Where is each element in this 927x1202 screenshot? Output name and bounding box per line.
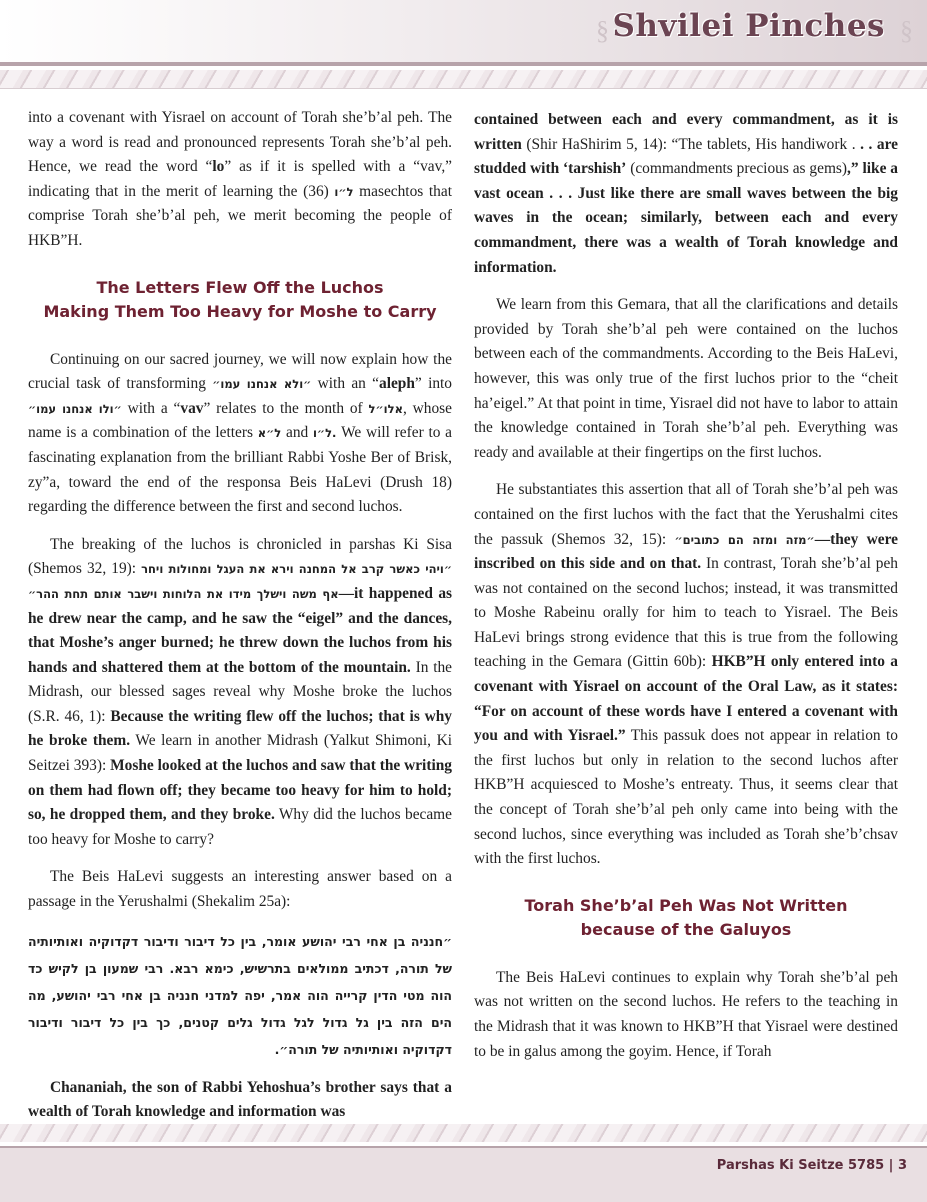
text-run: ” relates to the month of — [203, 399, 369, 417]
text-run: (commandments precious as gems) — [626, 160, 848, 178]
text-run: In contrast, Torah she’b’al peh was not contained on the second luchos; instead, it was transmitted to Moshe Rabeinu orally for him to teach to Yisrael. The Beis HaLevi brings strong evidence that this is true from the following teaching in the Gemara (Gittin 60b): — [474, 555, 898, 671]
hebrew-quote: ״חנניה בן אחי רבי יהושע אומר, בין כל דיבור ודיבור דקדוקיה ואותיותיה של תורה, דכתיב ממולאים בתרשיש, כימא רבא. רבי שמעון בן לקיש כד הוה מטי הדין קרייה הוה אמר, יפה למדני חנניה בן אחי רבי יהושע, מה הים הזה בין גל גדול לגל גדול גלים קטנים, כך בין כל דיבור ודיבור דקדוקיה ואותיותיה של תורה״. — [28, 933, 452, 1057]
heading-line: Making Them Too Heavy for Moshe to Carry — [43, 301, 437, 321]
text-run: (Shir HaShirim 5, 14): “The tablets, His handiwork . — [521, 135, 861, 153]
ornament-swirl-icon: § — [596, 16, 609, 45]
bold-text-run: vav — [180, 399, 204, 417]
footer-issue-page: Parshas Ki Seitze 5785 | 3 — [716, 1158, 907, 1173]
hebrew-text-run: ״מזה ומזה הם כתובים״ — [674, 532, 815, 547]
bold-text-run: Moshe looked at the luchos and saw that the writing on them had flown off; they became too heavy for him to hold; so, he dropped them, and they broke. — [28, 757, 452, 824]
hebrew-text-run: ״ולו אנחנו עמו״ — [28, 401, 122, 416]
hebrew-text-run: ל״א — [257, 426, 282, 441]
bold-text-run: contained between each and every commandment, as it is written — [474, 111, 898, 153]
text-run: ” into — [414, 375, 453, 393]
section-heading — [28, 276, 452, 324]
header-divider — [0, 62, 927, 66]
left-column — [28, 106, 452, 1138]
text-run: ” as if it is spelled with a “vav,” indicating that in the merit of learning the — [28, 158, 452, 200]
bold-text-run: HKB”H only entered into a covenant with Yisrael on account of the Oral Law, as it states: “For on account of these words have I entered a covenant with you and with Yisrael.” — [474, 653, 898, 745]
text-run: Why did the luchos became too heavy for Moshe to carry? — [28, 806, 452, 848]
text-run: This passuk does not appear in relation to the first luchos but only in relation to the second luchos after HKB”H acquiesced to Moshe’s entreaty. Thus, it seems clear that the concept of Torah she’b’al peh only came into being with the second luchos, since everything was included as Torah she’b’chsav with the first luchos. — [474, 727, 899, 868]
text-run: with a “ — [121, 399, 181, 417]
page-footer — [0, 1146, 927, 1202]
text-run: and — [281, 424, 313, 442]
bold-text-run: lo — [212, 158, 225, 176]
text-run: The breaking of the luchos is chronicled in parshas Ki Sisa (Shemos 32, 19): — [28, 535, 452, 578]
bold-text-run: Because the writing flew off the luchos; that is why he broke them. — [28, 707, 452, 750]
bold-text-run: Chananiah, the son of Rabbi Yehoshua’s brother says that a wealth of Torah knowledge and information was — [28, 1078, 452, 1121]
heading-line: because of the Galuyos — [580, 919, 792, 939]
text-run: In the Midrash, our blessed sages reveal why Moshe broke the luchos (S.R. 46, 1): — [28, 658, 452, 725]
text-run: We learn from this Gemara, that all the clarifications and details provided by Torah she’b’al peh were contained on the luchos between each of the commandments. According to the Beis HaLevi, however, this was only true of the first luchos prior to the “cheit ha’eigel.” At that point in time, Yisrael did not have to labor to attain the knowledge contained in Torah she’b’al peh. Everything was ready and available at their fingertips on the first luchos. — [474, 296, 898, 461]
hebrew-text-run: ל״ו — [334, 184, 354, 199]
header-ornament-border — [0, 70, 927, 89]
paragraph — [28, 533, 452, 853]
text-run: We learn in another Midrash (Yalkut Shimoni, Ki Seitzei 393): — [28, 732, 453, 775]
footer-ornament-border — [0, 1124, 927, 1142]
section-heading — [474, 894, 898, 942]
bold-text-run: ,” like a vast ocean . . . Just like there are small waves between the big waves in the ocean; similarly, between each and every commandment, there was a wealth of Torah knowledge and information. — [474, 160, 899, 276]
heading-line: Torah She’b’al Peh Was Not Written — [524, 895, 848, 915]
publication-title: Shvilei Pinches — [612, 8, 885, 44]
paragraph — [28, 865, 452, 914]
text-run: into a covenant with Yisrael on account of Torah she’b’al peh. The way a word is read and pronounced represents Torah she’b’al peh. Hence, we read the word “ — [28, 109, 452, 176]
bold-text-run: —they were inscribed on this side and on that. — [474, 530, 898, 573]
hebrew-text-run: ״ולא אנחנו עמו״ — [212, 377, 312, 392]
paragraph — [28, 1076, 452, 1125]
right-column — [474, 108, 898, 1077]
text-run: , whose name is a combination of the letters — [28, 399, 452, 442]
text-run: Continuing on our sacred journey, we will now explain how the crucial task of transforming — [28, 350, 452, 393]
bold-text-run: aleph — [379, 375, 415, 393]
heading-line: The Letters Flew Off the Luchos — [96, 277, 384, 297]
hebrew-text-run: ״ויהי כאשר קרב אל המחנה וירא את העגל ומחולות ויחר אף משה וישלך מידו את הלוחות וישבר אותם תחת ההר״ — [28, 562, 452, 601]
bold-text-run: . . are studded with ‘tarshish’ — [474, 135, 898, 178]
paragraph — [474, 478, 898, 872]
paragraph — [474, 293, 898, 465]
paragraph — [28, 348, 452, 520]
page-header — [0, 0, 927, 62]
paragraph — [474, 108, 898, 280]
bold-text-run: —it happened as he drew near the camp, and he saw the “eigel” and the dances, that Moshe’s anger burned; he threw down the luchos from his hands and shattered them at the bottom of the mountain. — [28, 584, 453, 676]
paragraph — [474, 966, 898, 1064]
text-run: The Beis HaLevi continues to explain why Torah she’b’al peh was not written on the second luchos. He refers to the teaching in the Midrash that it was known to HKB”H that Yisrael were destined to be in galus among the goyim. Hence, if Torah — [474, 968, 898, 1060]
ornament-swirl-icon: § — [900, 16, 913, 45]
text-run: He substantiates this assertion that all of Torah she’b’al peh was contained on the first luchos with the fact that the Yerushalmi cites the passuk (Shemos 32, 15): — [474, 481, 898, 548]
hebrew-text-run: ל״ו. — [312, 426, 337, 441]
hebrew-text-run: אלו״ל — [368, 401, 403, 416]
text-run: (36) masechtos that comprise Torah she’b’al peh, we merit becoming the people of HKB”H. — [28, 182, 452, 249]
text-run: We will refer to a fascinating explanation from the brilliant Rabbi Yoshe Ber of Brisk, zy”a, toward the end of the responsa Beis HaLevi (Drush 18) regarding the difference between the first and second luchos. — [28, 424, 452, 516]
paragraph — [28, 106, 452, 254]
text-run: with an “ — [311, 375, 379, 393]
text-run: The Beis HaLevi suggests an interesting answer based on a passage in the Yerushalmi (Shekalim 25a): — [28, 868, 452, 911]
